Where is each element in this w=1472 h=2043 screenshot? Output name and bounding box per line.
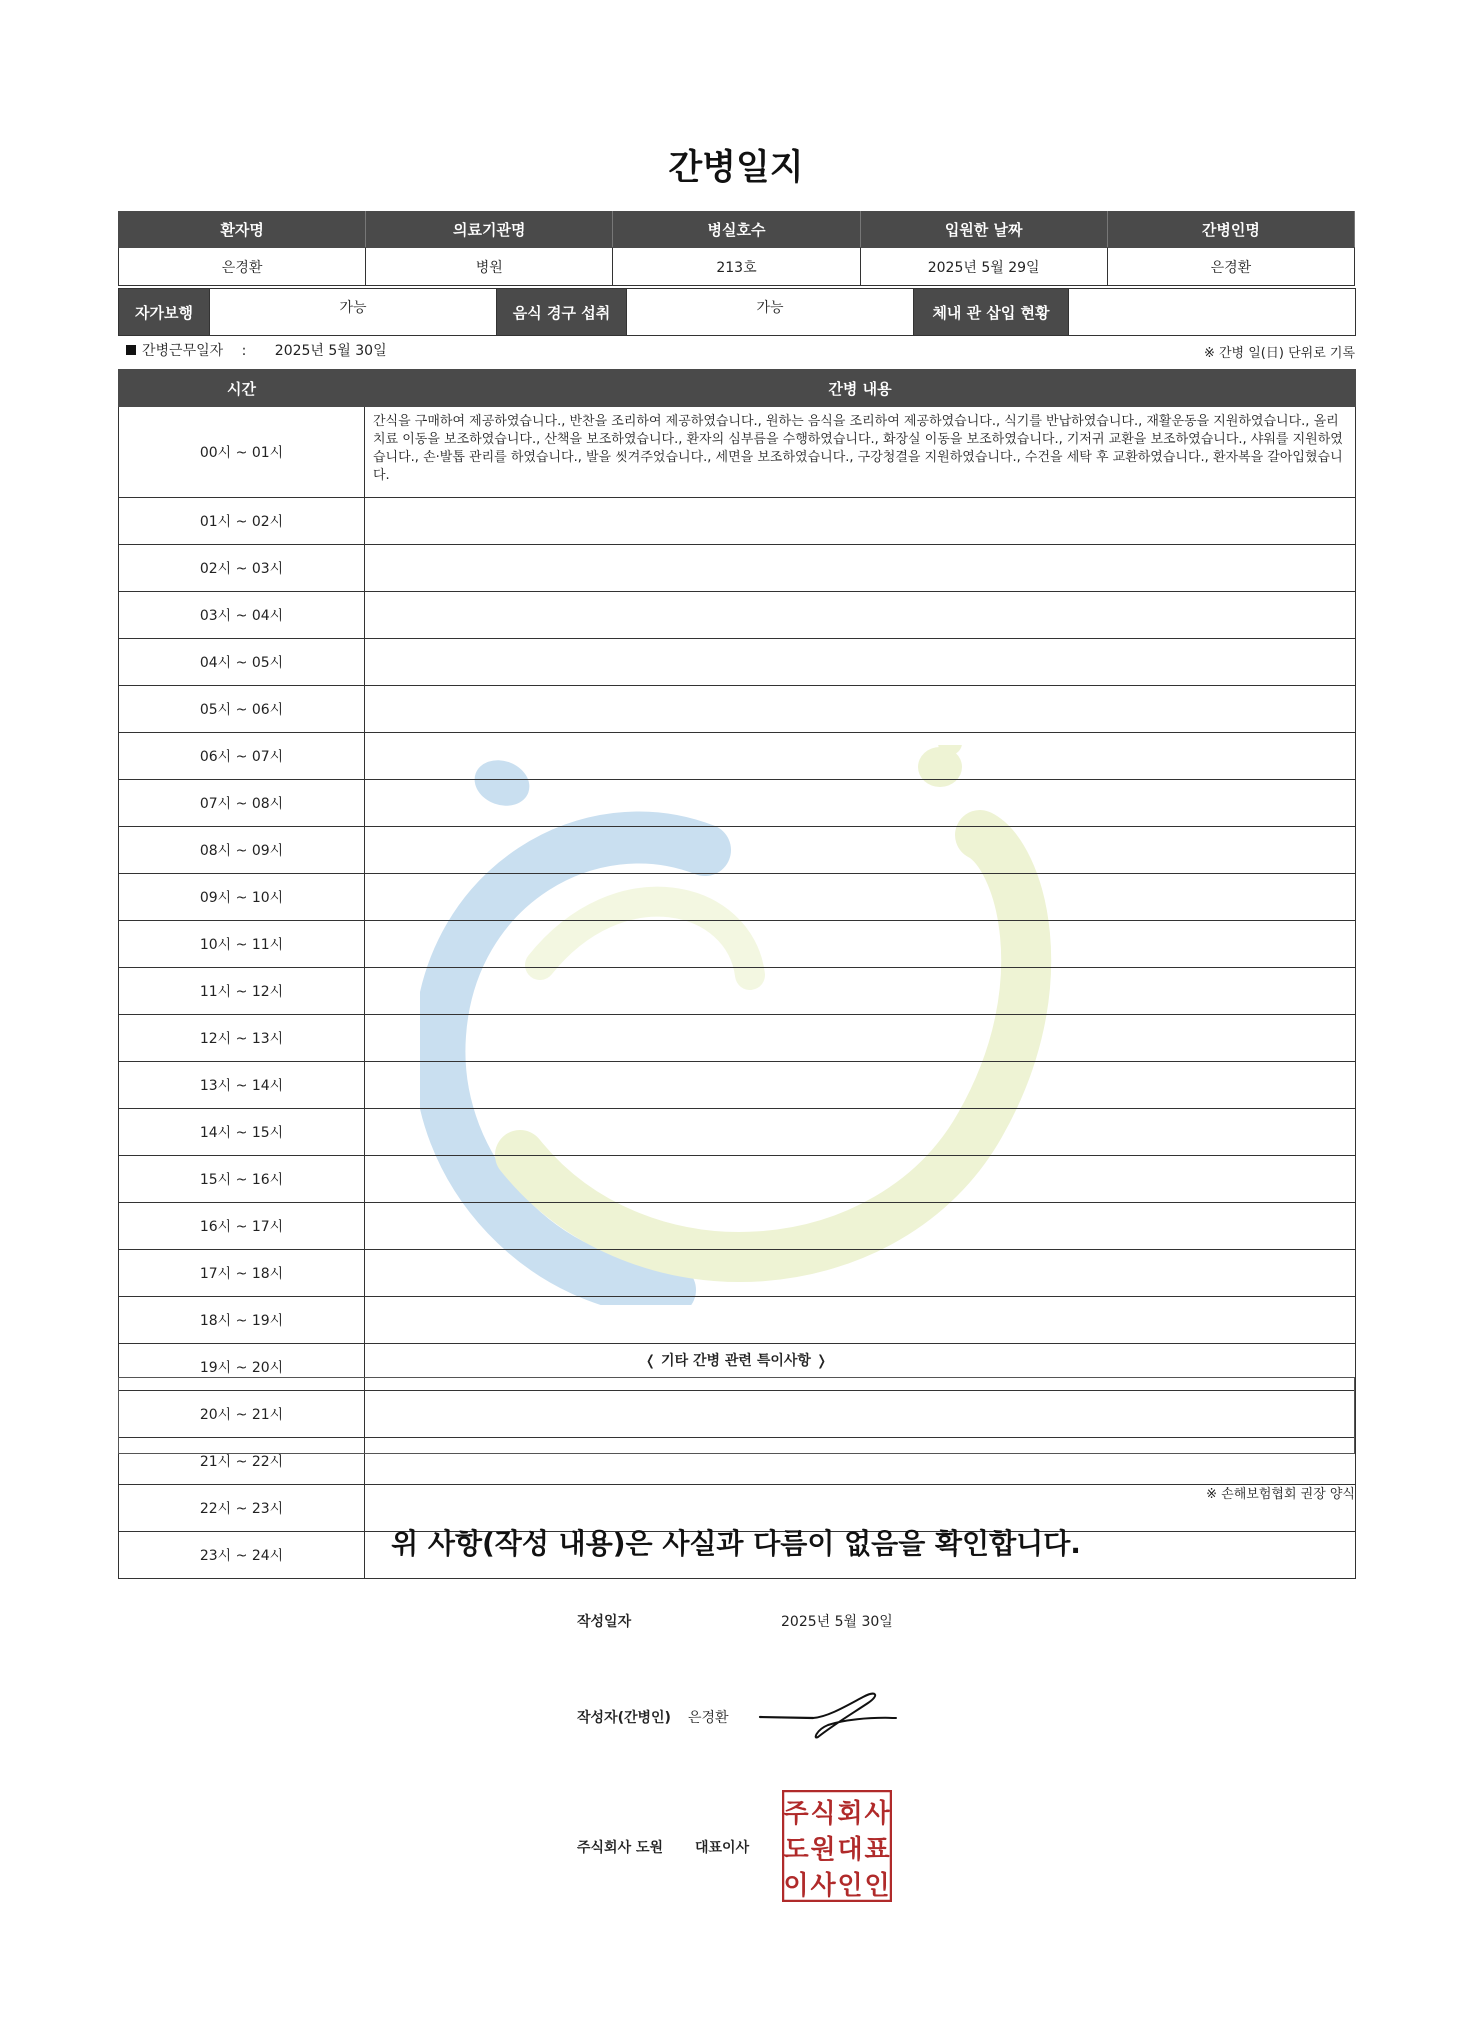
header-admission-date: 입원한 날짜 [860, 212, 1107, 248]
seal-char: 도 [783, 1835, 809, 1865]
info-value-row [119, 248, 1355, 286]
log-row [119, 592, 1356, 639]
tube-insertion-value [1069, 289, 1356, 336]
square-bullet-icon [126, 345, 136, 355]
log-header-time: 시간 [119, 370, 365, 407]
log-content-cell [365, 827, 1356, 874]
seal-char: 이 [783, 1871, 809, 1901]
log-time-cell: 12시 ~ 13시 [119, 1015, 365, 1062]
seal-char: 표 [864, 1835, 890, 1865]
work-date-colon: : [241, 343, 247, 359]
log-row [119, 874, 1356, 921]
log-row [119, 780, 1356, 827]
log-content-cell [365, 780, 1356, 827]
log-content-cell [365, 1109, 1356, 1156]
seal-char: 사 [810, 1871, 836, 1901]
company-name: 주식회사 도원 [577, 1840, 664, 1856]
company-seal-icon [782, 1790, 892, 1902]
log-row [119, 1250, 1356, 1297]
log-content-cell [365, 639, 1356, 686]
work-date-label: 간병근무일자 [142, 343, 224, 359]
log-content-cell: 간식을 구매하여 제공하였습니다., 반찬을 조리하여 제공하였습니다., 원하는 음식을 조리하여 제공하였습니다., 식기를 반납하였습니다., 재활운동을 지원하였습니다., 올리치료 이동을 보조하였습니다., 산책을 보조하였습니다., 환자의 심부름을 수행하였습니다., 화장실 이동을 보조하였습니다., 기저귀 교환을 보조하였습니다., 샤워를 지원하였습니다., 손·발톱 관리를 하였습니다., 발을 씻겨주었습니다., 세면을 보조하였습니다., 구강청결을 지원하였습니다., 수건을 세탁 후 교환하였습니다., 환자복을 갈아입혔습니다. [365, 407, 1356, 498]
log-time-cell: 16시 ~ 17시 [119, 1203, 365, 1250]
write-date-value: 2025년 5월 30일 [781, 1614, 893, 1630]
log-time-cell: 20시 ~ 21시 [119, 1391, 365, 1438]
log-content-cell [365, 1203, 1356, 1250]
log-row [119, 1156, 1356, 1203]
log-content-cell [365, 545, 1356, 592]
format-note: ※ 손해보험협회 권장 양식 [1206, 1487, 1355, 1502]
unit-note: ※ 간병 일(日) 단위로 기록 [1203, 346, 1355, 361]
tube-insertion-label: 체내 관 삽입 현황 [914, 289, 1069, 336]
seal-char: 주 [783, 1799, 809, 1829]
log-time-cell: 13시 ~ 14시 [119, 1062, 365, 1109]
log-row [119, 733, 1356, 780]
handwritten-signature-icon [758, 1685, 898, 1740]
log-time-cell: 21시 ~ 22시 [119, 1438, 365, 1485]
admission-date-value: 2025년 5월 29일 [860, 248, 1107, 286]
log-time-cell: 02시 ~ 03시 [119, 545, 365, 592]
log-row [119, 1203, 1356, 1250]
log-content-cell [365, 1156, 1356, 1203]
writer-name: 은경환 [688, 1710, 729, 1726]
log-row [119, 968, 1356, 1015]
oral-intake-label: 음식 경구 섭취 [497, 289, 627, 336]
log-content-cell [365, 968, 1356, 1015]
patient-name-value: 은경환 [119, 248, 366, 286]
log-time-cell: 00시 ~ 01시 [119, 407, 365, 498]
seal-char: 식 [810, 1799, 836, 1829]
walking-label: 자가보행 [119, 289, 210, 336]
log-content-cell [365, 498, 1356, 545]
write-date-label: 작성일자 [577, 1614, 632, 1630]
log-row [119, 827, 1356, 874]
header-room: 병실호수 [613, 212, 860, 248]
work-date-value: 2025년 5월 30일 [274, 343, 387, 359]
etc-notes-title: ❬ 기타 간병 관련 특이사항 ❭ [644, 1353, 828, 1369]
etc-notes-box [118, 1377, 1355, 1454]
log-content-cell [365, 733, 1356, 780]
header-caregiver: 간병인명 [1107, 212, 1354, 248]
log-time-cell: 15시 ~ 16시 [119, 1156, 365, 1203]
log-content-cell [365, 921, 1356, 968]
work-date-line [126, 340, 387, 360]
confirmation-statement: 위 사항(작성 내용)은 사실과 다름이 없음을 확인합니다. [391, 1527, 1081, 1560]
writer-label: 작성자(간병인) [577, 1710, 671, 1726]
seal-char: 인 [864, 1871, 890, 1901]
log-row [119, 921, 1356, 968]
log-time-cell: 01시 ~ 02시 [119, 498, 365, 545]
room-value: 213호 [613, 248, 860, 286]
log-content-cell [365, 1062, 1356, 1109]
hospital-value: 병원 [366, 248, 613, 286]
caregiver-value: 은경환 [1107, 248, 1354, 286]
patient-info-table [118, 211, 1355, 286]
log-time-cell: 04시 ~ 05시 [119, 639, 365, 686]
ceo-label: 대표이사 [695, 1840, 750, 1856]
seal-char: 회 [837, 1799, 863, 1829]
log-time-cell: 11시 ~ 12시 [119, 968, 365, 1015]
log-row [119, 545, 1356, 592]
log-content-cell [365, 1297, 1356, 1344]
log-content-cell [365, 1250, 1356, 1297]
walking-value: 가능 [210, 289, 497, 336]
log-row [119, 1109, 1356, 1156]
log-time-cell: 08시 ~ 09시 [119, 827, 365, 874]
log-row [119, 639, 1356, 686]
log-row [119, 1062, 1356, 1109]
log-time-cell: 10시 ~ 11시 [119, 921, 365, 968]
log-content-cell [365, 1015, 1356, 1062]
log-time-cell: 07시 ~ 08시 [119, 780, 365, 827]
log-header-content: 간병 내용 [365, 370, 1356, 407]
patient-status-table [118, 288, 1356, 336]
log-time-cell: 06시 ~ 07시 [119, 733, 365, 780]
log-time-cell: 19시 ~ 20시 [119, 1344, 365, 1391]
log-time-cell: 14시 ~ 15시 [119, 1109, 365, 1156]
log-time-cell: 05시 ~ 06시 [119, 686, 365, 733]
seal-char: 인 [837, 1871, 863, 1901]
header-patient-name: 환자명 [119, 212, 366, 248]
log-row [119, 1015, 1356, 1062]
log-time-cell: 18시 ~ 19시 [119, 1297, 365, 1344]
log-row [119, 686, 1356, 733]
log-content-cell [365, 592, 1356, 639]
info-header-row [119, 212, 1355, 248]
seal-char: 사 [864, 1799, 890, 1829]
log-time-cell: 23시 ~ 24시 [119, 1532, 365, 1579]
seal-char: 대 [837, 1835, 863, 1865]
log-row [119, 498, 1356, 545]
log-content-cell [365, 686, 1356, 733]
log-time-cell: 17시 ~ 18시 [119, 1250, 365, 1297]
log-header-row [119, 370, 1356, 407]
log-content-cell [365, 874, 1356, 921]
log-time-cell: 03시 ~ 04시 [119, 592, 365, 639]
page-title: 간병일지 [668, 148, 804, 188]
header-hospital: 의료기관명 [366, 212, 613, 248]
oral-intake-value: 가능 [627, 289, 914, 336]
log-time-cell: 22시 ~ 23시 [119, 1485, 365, 1532]
seal-char: 원 [810, 1835, 836, 1865]
log-row [119, 407, 1356, 498]
log-time-cell: 09시 ~ 10시 [119, 874, 365, 921]
log-row [119, 1297, 1356, 1344]
